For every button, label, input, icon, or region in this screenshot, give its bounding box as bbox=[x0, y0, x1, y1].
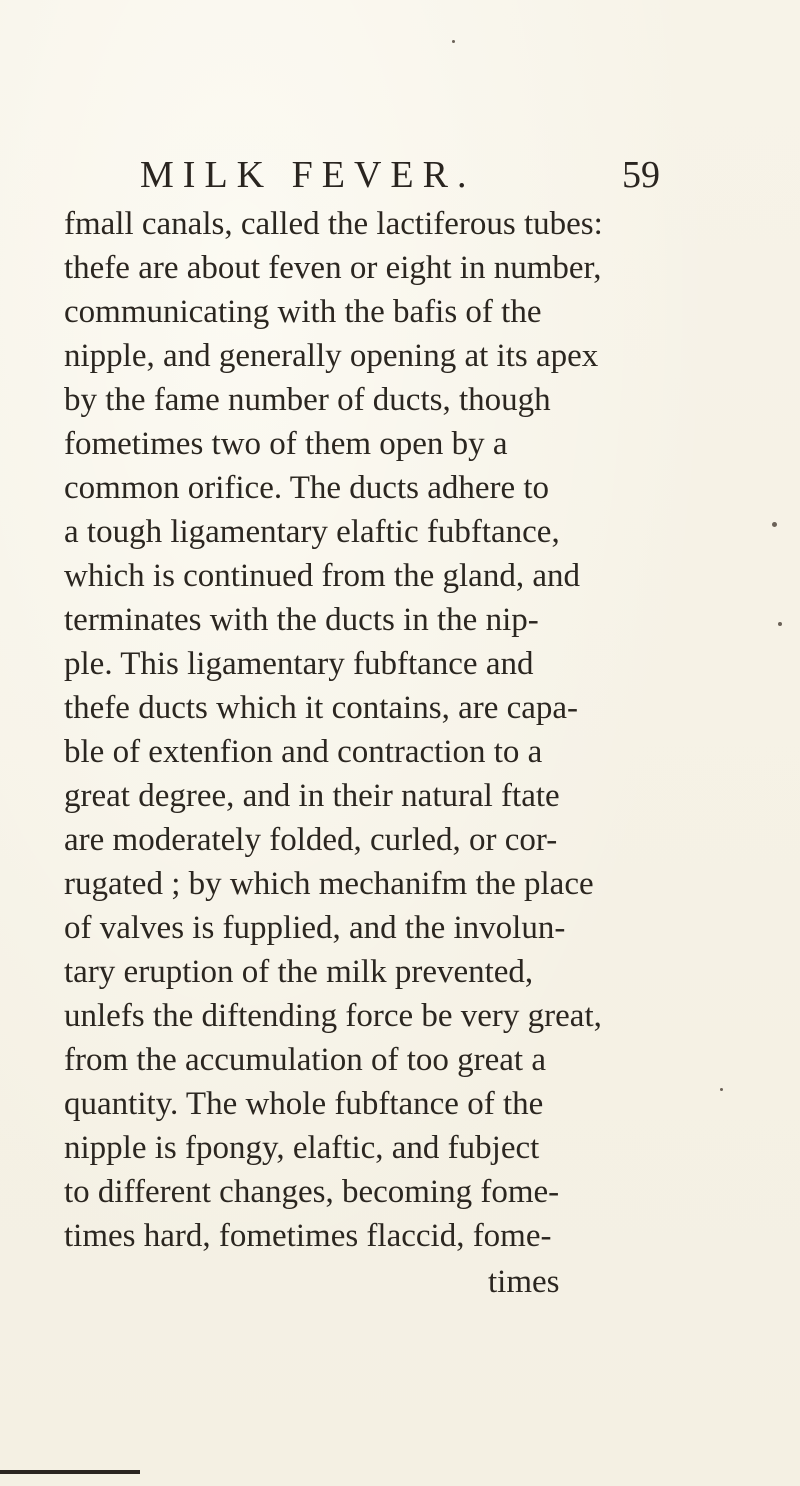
text-line: nipple, and generally opening at its apex bbox=[64, 338, 599, 374]
page-number: 59 bbox=[622, 154, 660, 196]
text-line: ple. This ligamentary fubftance and bbox=[64, 646, 534, 682]
text-line: fometimes two of them open by a bbox=[64, 426, 508, 462]
text-line: fmall canals, called the lactiferous tubes: bbox=[64, 206, 603, 242]
text-line: common orifice. The ducts adhere to bbox=[64, 470, 550, 506]
text-line: are moderately folded, curled, or cor- bbox=[64, 822, 558, 858]
ink-speck bbox=[720, 1088, 723, 1091]
text-line: to different changes, becoming fome- bbox=[64, 1174, 560, 1210]
running-title: MILK FEVER. bbox=[140, 154, 476, 196]
text-line: a tough ligamentary elaftic fubftance, bbox=[64, 514, 560, 550]
ink-speck bbox=[452, 40, 455, 43]
text-line: nipple is fpongy, elaftic, and fubject bbox=[64, 1130, 540, 1166]
text-line: thefe are about feven or eight in number, bbox=[64, 250, 602, 286]
text-line: quantity. The whole fubftance of the bbox=[64, 1086, 544, 1122]
text-line: thefe ducts which it contains, are capa- bbox=[64, 690, 579, 726]
text-line: communicating with the bafis of the bbox=[64, 294, 542, 330]
text-line: tary eruption of the milk prevented, bbox=[64, 954, 534, 990]
text-line: ble of extenfion and contraction to a bbox=[64, 734, 543, 770]
text-line: which is continued from the gland, and bbox=[64, 558, 580, 594]
text-line: great degree, and in their natural ftate bbox=[64, 778, 560, 814]
catchword: times bbox=[488, 1264, 560, 1300]
text-line: by the fame number of ducts, though bbox=[64, 382, 551, 418]
text-line: from the accumulation of too great a bbox=[64, 1042, 546, 1078]
text-line: terminates with the ducts in the nip- bbox=[64, 602, 539, 638]
page-edge-rule bbox=[0, 1470, 140, 1474]
text-line: times hard, fometimes flaccid, fome- bbox=[64, 1218, 552, 1254]
text-line: of valves is fupplied, and the involun- bbox=[64, 910, 566, 946]
ink-speck bbox=[778, 622, 782, 626]
text-line: rugated ; by which mechanifm the place bbox=[64, 866, 594, 902]
ink-speck bbox=[772, 522, 777, 527]
text-line: unlefs the diftending force be very great, bbox=[64, 998, 602, 1034]
